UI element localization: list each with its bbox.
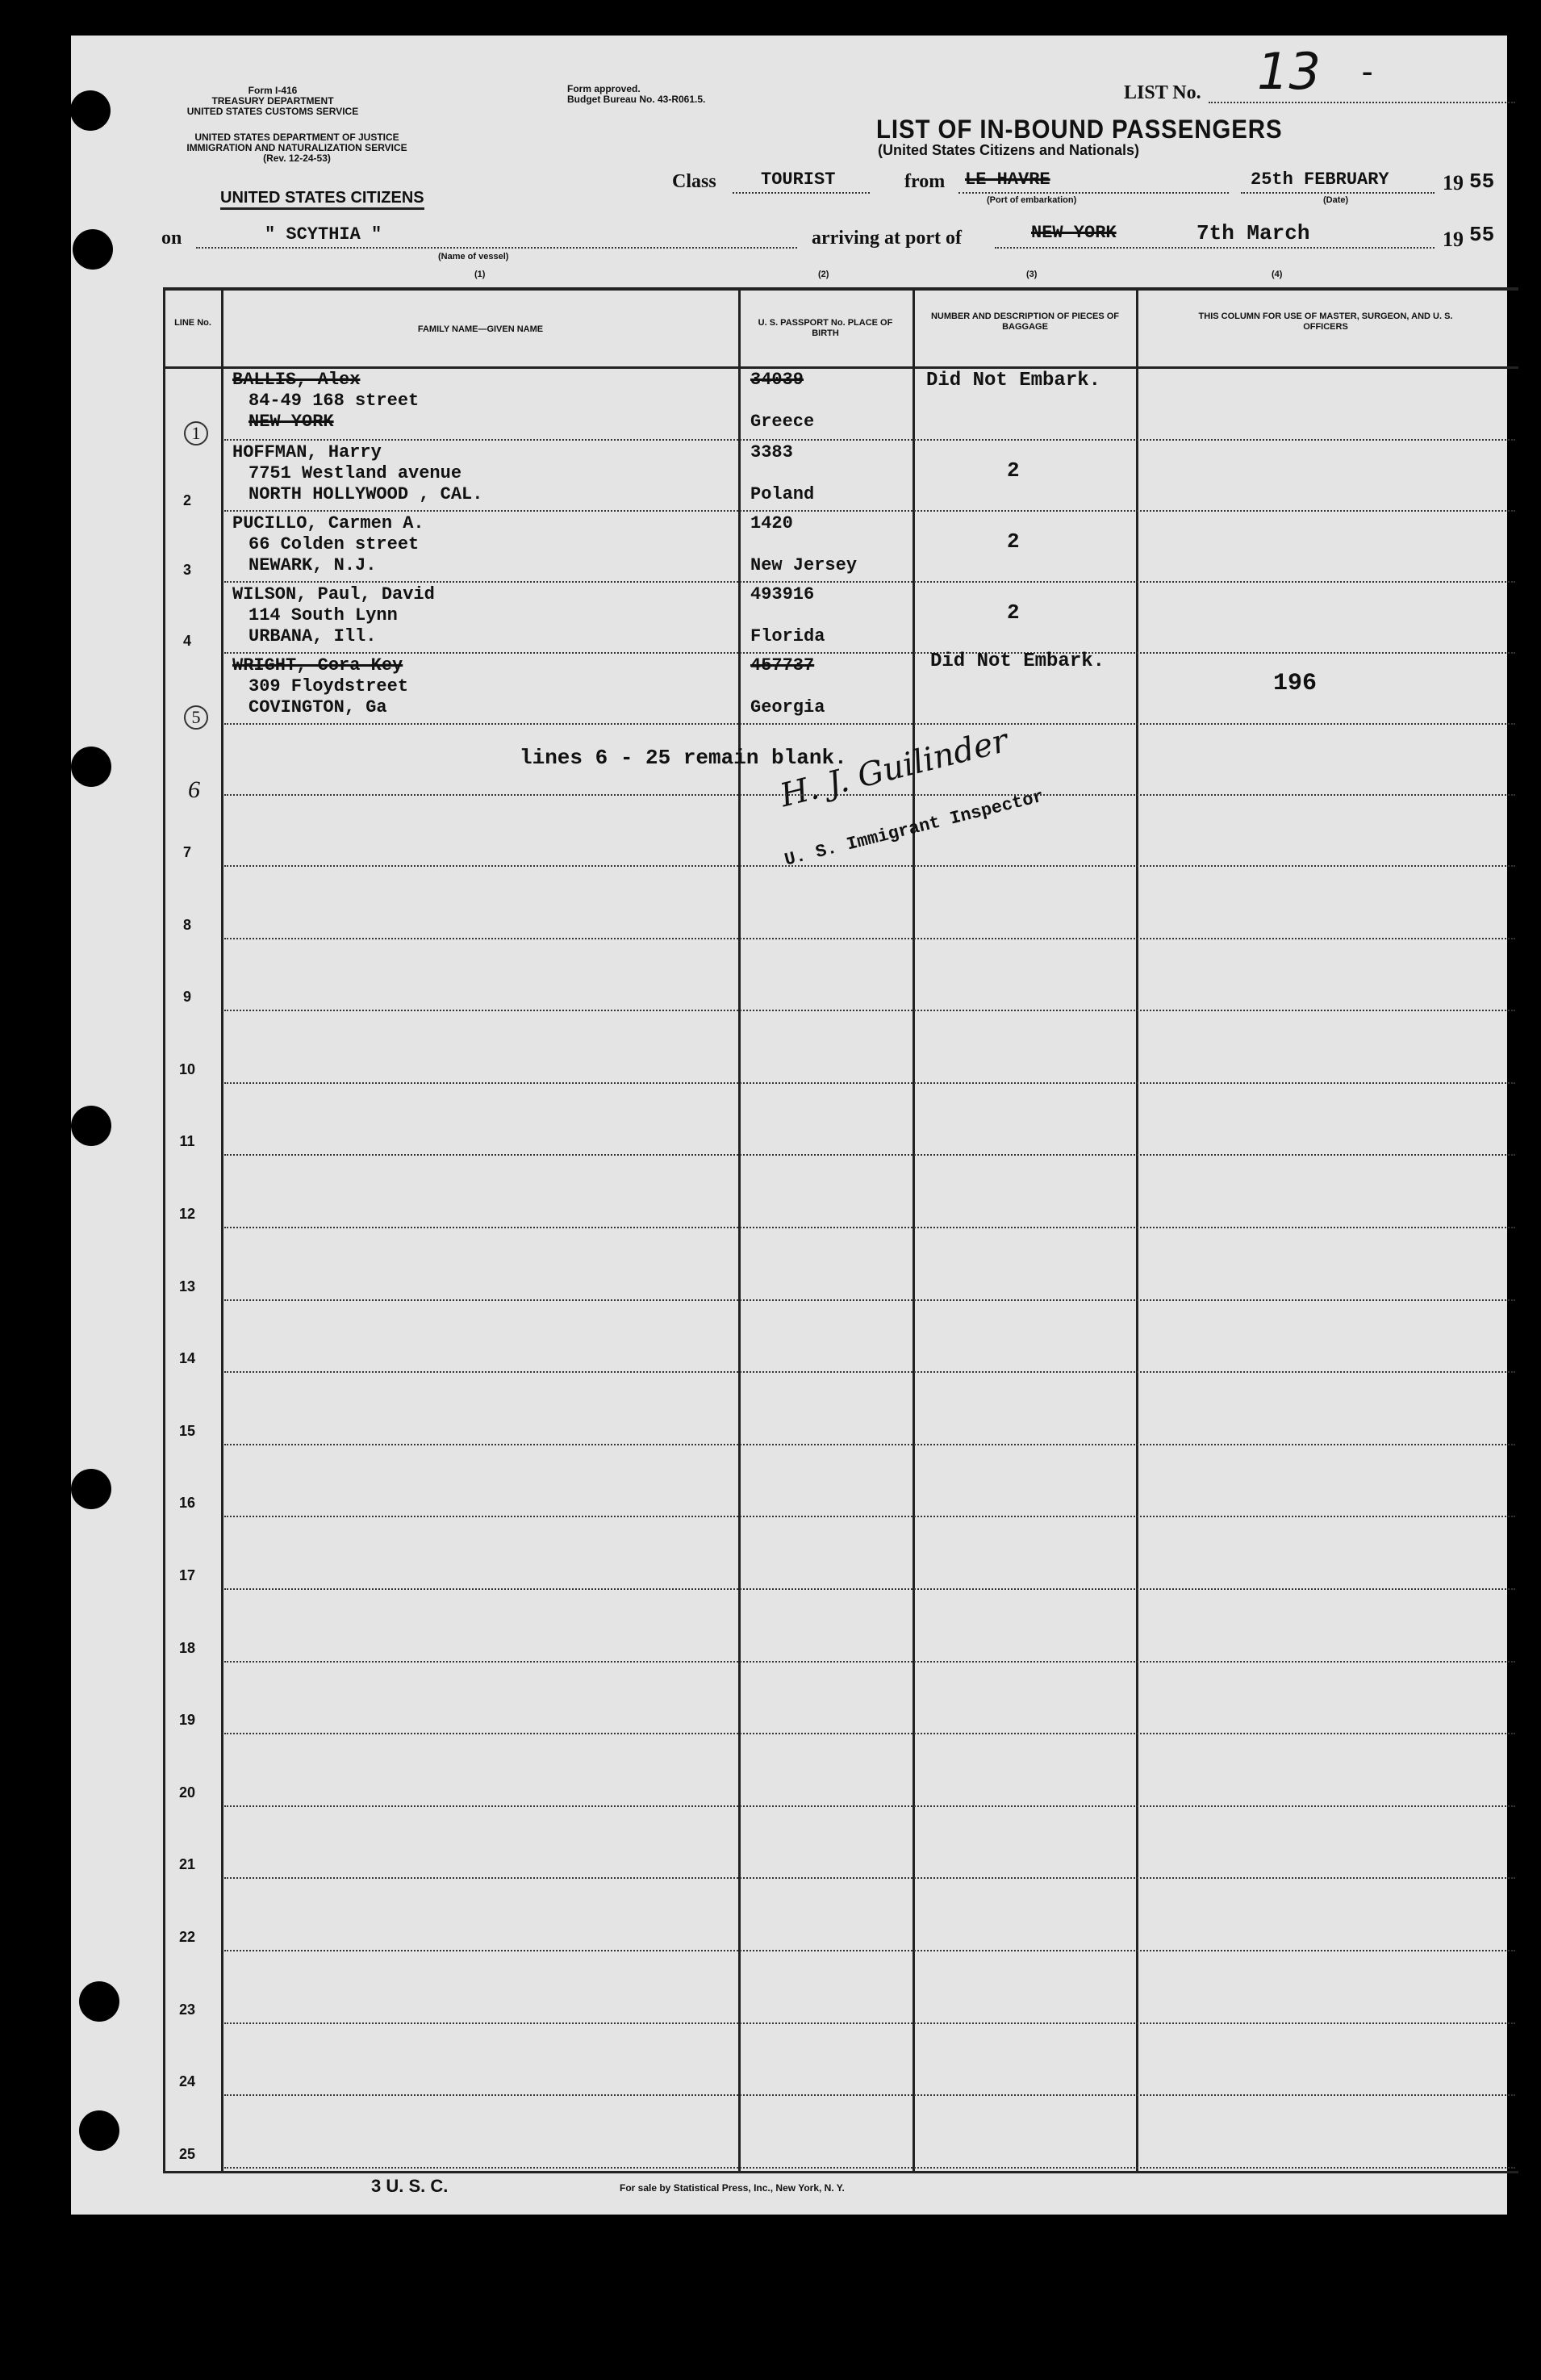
birth-place: Georgia [750, 697, 825, 717]
passenger-name: BALLIS, Alex [232, 370, 361, 390]
passenger-city: NEW YORK [248, 412, 334, 432]
dept-customs: UNITED STATES CUSTOMS SERVICE [186, 106, 359, 117]
dept-ins: IMMIGRATION AND NATURALIZATION SERVICE [186, 142, 407, 153]
date-line [1241, 192, 1435, 194]
line-number: 22 [178, 1929, 196, 1945]
passenger-city: NEWARK, N.J. [248, 555, 377, 575]
passenger-address: 114 South Lynn [248, 605, 398, 625]
line-number-circled: 5 [184, 705, 208, 730]
col-divider-2 [738, 287, 741, 2173]
handwritten-dash: - [1362, 52, 1373, 89]
list-no-line [1209, 102, 1515, 103]
col-num-1: (1) [474, 270, 486, 279]
line-number: 4 [182, 633, 191, 649]
row-rule [224, 510, 1515, 512]
line-number: 11 [179, 1133, 195, 1149]
inspector-title: U. S. Immigrant Inspector [782, 786, 1046, 871]
line-number: 18 [178, 1640, 196, 1656]
header-bottom-border [163, 366, 1518, 369]
row-rule [224, 2022, 1515, 2024]
year-prefix-2: 19 [1443, 228, 1464, 251]
on-label: on [161, 228, 182, 249]
binder-hole [71, 1106, 111, 1146]
row-rule [224, 1299, 1515, 1301]
row-rule [224, 2094, 1515, 2096]
row-rule [224, 1516, 1515, 1517]
line-number: 17 [178, 1567, 196, 1583]
vessel-line [196, 247, 797, 249]
passport-number: 3383 [750, 442, 793, 462]
passenger-name: WILSON, Paul, David [232, 584, 435, 604]
row-rule [224, 1154, 1515, 1156]
col-divider-4 [1136, 287, 1138, 2173]
binder-hole [70, 90, 111, 131]
approval-line: Form approved. [567, 83, 641, 94]
passenger-city: NORTH HOLLYWOOD , CAL. [248, 484, 483, 504]
row-rule [224, 1877, 1515, 1879]
line-number: 24 [178, 2073, 196, 2089]
binder-hole [73, 229, 113, 270]
col-num-3: (3) [1026, 270, 1038, 279]
line-number: 16 [178, 1495, 196, 1511]
vessel-name: " SCYTHIA " [265, 224, 382, 245]
year-prefix-1: 19 [1443, 171, 1464, 194]
passport-number: 493916 [750, 584, 815, 604]
port-embarkation: LE HAVRE [965, 169, 1050, 190]
class-value: TOURIST [761, 169, 836, 190]
line-number: 2 [182, 492, 191, 508]
line-number: 13 [178, 1278, 196, 1295]
baggage-note: Did Not Embark. [926, 370, 1101, 391]
class-label: Class [672, 171, 716, 192]
line-number: 21 [178, 1856, 196, 1872]
row-rule [224, 1371, 1515, 1373]
col-divider-3 [912, 287, 915, 2173]
birth-place: Poland [750, 484, 815, 504]
col-num-2: (2) [818, 270, 829, 279]
list-no-value: 13 [1257, 42, 1321, 101]
class-line [733, 192, 870, 194]
row-rule [224, 794, 1515, 796]
baggage-count: 2 [1007, 529, 1020, 554]
annotation-196: 196 [1273, 670, 1318, 697]
passenger-city: COVINGTON, Ga [248, 697, 387, 717]
year-2: 55 [1469, 223, 1495, 247]
blank-lines-note: lines 6 - 25 remain blank. [520, 746, 847, 770]
binder-hole [71, 747, 111, 787]
col-num-4: (4) [1272, 270, 1283, 279]
arrival-date: 7th March [1196, 221, 1310, 245]
birth-place: New Jersey [750, 555, 858, 575]
col-header-officers: THIS COLUMN FOR USE OF MASTER, SURGEON, AND U. S. OFFICERS [1198, 312, 1453, 332]
row-rule [224, 1805, 1515, 1807]
row-rule [224, 1444, 1515, 1445]
row-rule [224, 1227, 1515, 1228]
passenger-city: URBANA, Ill. [248, 626, 377, 646]
row-rule [224, 1082, 1515, 1084]
passenger-address: 66 Colden street [248, 534, 420, 554]
binder-hole [79, 1981, 119, 2022]
row-rule [224, 1588, 1515, 1590]
row-rule [224, 1010, 1515, 1011]
manifest-sheet [71, 36, 1507, 2215]
form-header-left [160, 86, 386, 117]
vessel-caption: (Name of vessel) [438, 252, 509, 261]
passenger-name: HOFFMAN, Harry [232, 442, 382, 462]
line-number: 14 [178, 1350, 196, 1366]
line-number: 20 [178, 1784, 196, 1801]
passenger-name: WRIGHT, Cora Key [232, 655, 403, 676]
passport-number: 34039 [750, 370, 804, 390]
line-number: 23 [178, 2001, 196, 2018]
col-header-baggage: NUMBER AND DESCRIPTION OF PIECES OF BAGGAGE [930, 312, 1120, 332]
passenger-name: PUCILLO, Carmen A. [232, 513, 424, 533]
row-6-check-mark: 6 [188, 776, 200, 803]
passport-number: 1420 [750, 513, 793, 533]
arrival-line [995, 247, 1435, 249]
baggage-note: Did Not Embark. [930, 650, 1105, 672]
form-header-justice [164, 132, 430, 164]
from-label: from [904, 171, 946, 192]
year-1: 55 [1469, 169, 1495, 194]
form-revision: (Rev. 12-24-53) [263, 153, 331, 164]
col-header-line-no: LINE No. [174, 318, 211, 328]
line-number-circled: 1 [184, 421, 208, 445]
line-number: 12 [178, 1206, 196, 1222]
footer-printer: For sale by Statistical Press, Inc., New York, N. Y. [620, 2182, 845, 2194]
table-top-border [163, 287, 1518, 291]
row-rule [224, 581, 1515, 583]
col-header-name: FAMILY NAME—GIVEN NAME [417, 324, 544, 334]
table-bottom-border [163, 2171, 1518, 2173]
footer-code: 3 U. S. C. [371, 2176, 449, 2196]
row-rule [224, 439, 1515, 441]
line-number: 3 [182, 562, 191, 578]
passenger-address: 84-49 168 street [248, 391, 420, 411]
baggage-count: 2 [1007, 458, 1020, 483]
citizens-label: UNITED STATES CITIZENS [220, 189, 424, 210]
line-number: 19 [178, 1712, 196, 1728]
row-rule [224, 1733, 1515, 1734]
row-rule [224, 865, 1515, 867]
date-caption: (Date) [1323, 195, 1349, 205]
inspector-signature: H. J. Guilinder [776, 722, 1012, 815]
passenger-address: 7751 Westland avenue [248, 463, 462, 483]
line-number: 15 [178, 1423, 196, 1439]
binder-hole [71, 1469, 111, 1509]
row-rule [224, 1950, 1515, 1951]
birth-place: Greece [750, 412, 815, 432]
col-header-passport: U. S. PASSPORT No. PLACE OF BIRTH [758, 318, 893, 338]
list-title: LIST OF IN-BOUND PASSENGERS [876, 115, 1283, 144]
row-rule [224, 938, 1515, 939]
passport-number: 457737 [750, 655, 815, 676]
dept-treasury: TREASURY DEPARTMENT [211, 95, 334, 107]
dept-justice: UNITED STATES DEPARTMENT OF JUSTICE [194, 132, 399, 143]
row-rule [224, 2167, 1515, 2169]
from-line [958, 192, 1229, 194]
table-left-border [163, 287, 165, 2173]
embark-date: 25th FEBRUARY [1251, 169, 1389, 190]
form-number: Form I-416 [248, 85, 298, 96]
baggage-count: 2 [1007, 600, 1020, 625]
line-number: 9 [182, 989, 191, 1005]
list-no-label: LIST No. [1124, 82, 1201, 103]
col-divider-1 [221, 287, 223, 2173]
form-approval [567, 84, 705, 105]
passenger-address: 309 Floydstreet [248, 676, 409, 696]
row-rule [224, 652, 1515, 654]
binder-hole [79, 2110, 119, 2151]
budget-bureau-line: Budget Bureau No. 43-R061.5. [567, 94, 706, 105]
line-number: 25 [178, 2146, 196, 2162]
port-embark-caption: (Port of embarkation) [987, 195, 1077, 205]
line-number: 8 [182, 917, 191, 933]
list-subtitle: (United States Citizens and Nationals) [878, 142, 1140, 158]
arrival-port: NEW YORK [1031, 223, 1117, 243]
line-number: 10 [178, 1061, 196, 1077]
arriving-label: arriving at port of [812, 228, 962, 249]
birth-place: Florida [750, 626, 825, 646]
row-rule [224, 1661, 1515, 1663]
line-number: 7 [182, 844, 191, 860]
row-rule [224, 723, 1515, 725]
